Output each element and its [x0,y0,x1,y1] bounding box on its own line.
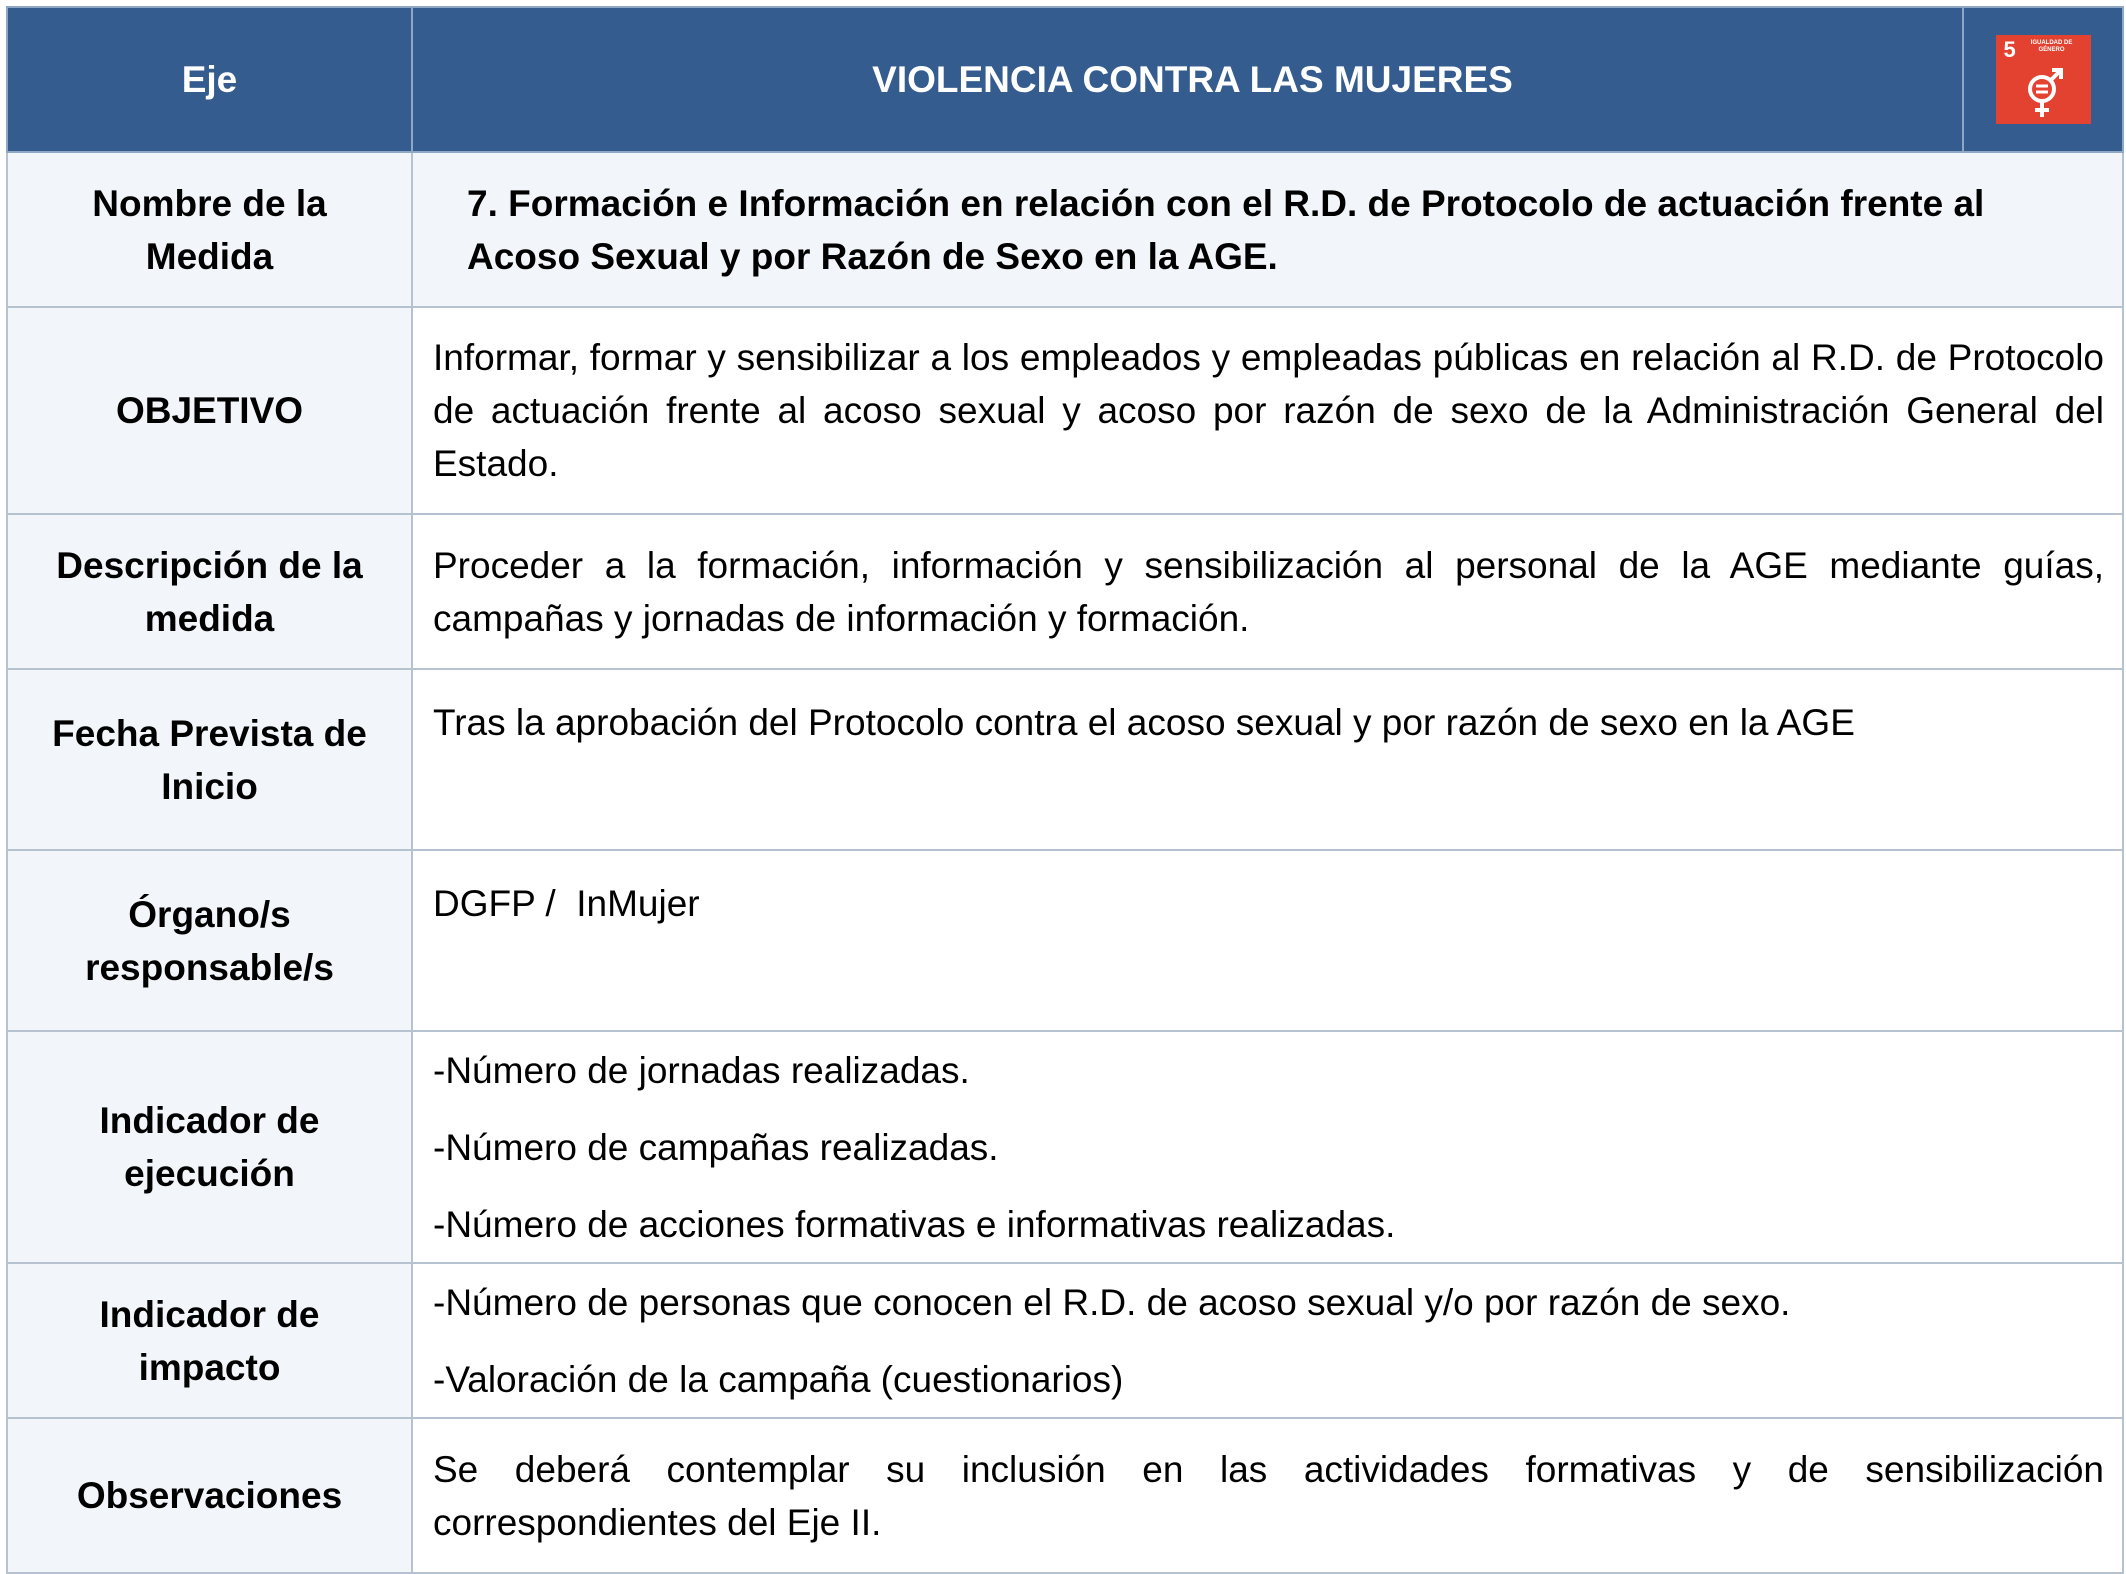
sdg-badge [1996,35,2091,124]
label-fecha: Fecha Prevista de Inicio [7,669,412,850]
label-ejecucion: Indicador de ejecución [7,1031,412,1263]
row-fecha [7,669,2123,850]
row-nombre [7,152,2123,307]
row-descripcion [7,514,2123,669]
row-organo [7,850,2123,1031]
label-objetivo: OBJETIVO [7,307,412,514]
row-ejecucion [7,1031,2123,1263]
value-organo: DGFP / InMujer [412,850,2123,1031]
list-item: -Valoración de la campaña (cuestionarios) [433,1358,1124,1400]
label-nombre: Nombre de la Medida [7,152,412,307]
gender-equality-icon [2024,65,2064,121]
label-observaciones: Observaciones [7,1418,412,1573]
value-impacto [412,1263,2123,1418]
value-nombre: 7. Formación e Información en relación con el R.D. de Protocolo de actuación frente al Acoso Sexual y por Razón de Sexo en la AGE. [412,152,2123,307]
sdg-badge-cell [1962,8,2122,151]
row-observaciones [7,1418,2123,1573]
axis-label: Eje [7,7,412,152]
row-objetivo [7,307,2123,514]
label-organo: Órgano/s responsable/s [7,850,412,1031]
measure-sheet [6,6,2122,1543]
value-observaciones: Se deberá contemplar su inclusión en las actividades formativas y de sensibilización correspondientes del Eje II. [412,1418,2123,1573]
list-item: -Número de acciones formativas e informativas realizadas. [433,1203,1396,1245]
value-fecha: Tras la aprobación del Protocolo contra el acoso sexual y por razón de sexo en la AGE [412,669,2123,850]
header-row [7,7,2123,152]
value-objetivo: Informar, formar y sensibilizar a los empleados y empleadas públicas en relación al R.D. de Protocolo de actuación frente al acoso sexual y acoso por razón de sexo de la Administración General del Estado. [412,307,2123,514]
value-descripcion: Proceder a la formación, información y sensibilización al personal de la AGE mediante guías, campañas y jornadas de información y formación. [412,514,2123,669]
list-item: -Número de jornadas realizadas. [433,1049,970,1091]
value-ejecucion [412,1031,2123,1263]
axis-title-cell [412,7,2123,152]
row-impacto [7,1263,2123,1418]
measure-table [6,6,2124,1574]
sdg-badge-number: 5 [2003,37,2016,62]
label-impacto: Indicador de impacto [7,1263,412,1418]
label-descripcion: Descripción de la medida [7,514,412,669]
list-item: -Número de campañas realizadas. [433,1126,999,1168]
list-item: -Número de personas que conocen el R.D. de acoso sexual y/o por razón de sexo. [433,1281,1791,1323]
axis-title: VIOLENCIA CONTRA LAS MUJERES [872,59,1513,100]
sdg-badge-label: IGUALDAD DE GÉNERO [2030,40,2073,53]
